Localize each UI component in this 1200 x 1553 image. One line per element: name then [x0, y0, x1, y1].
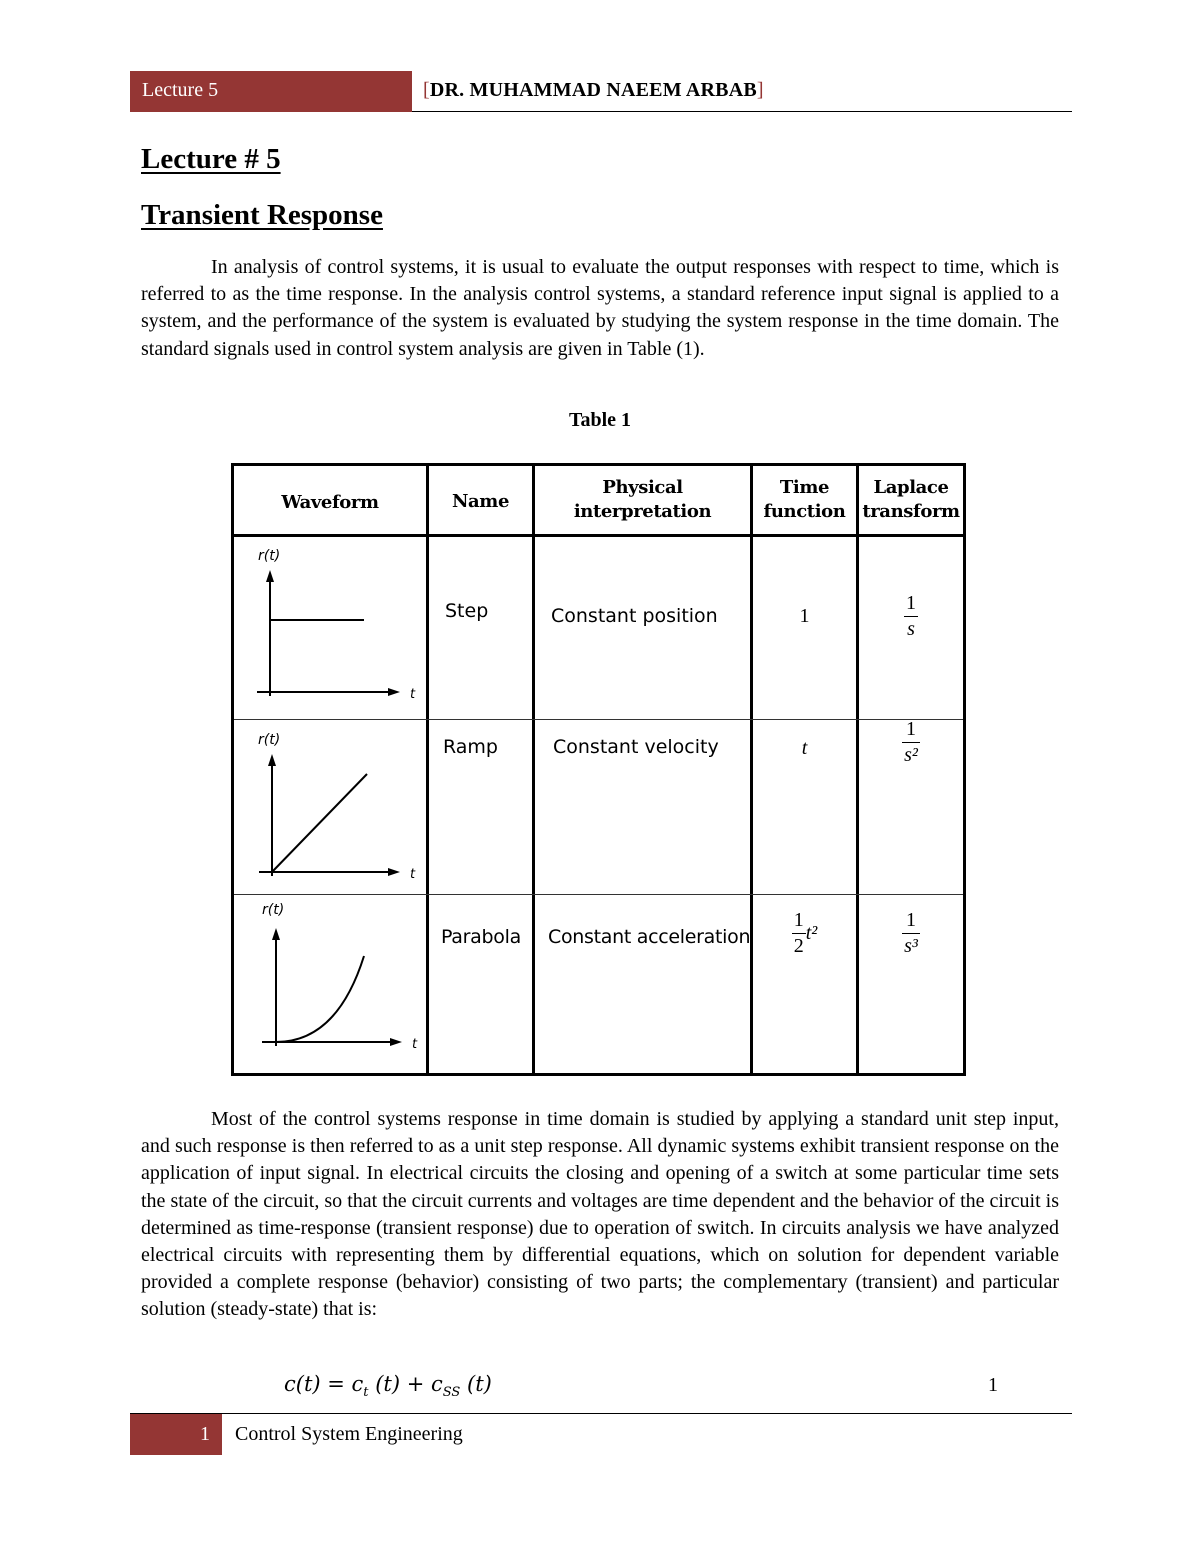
page-number: 1	[200, 1423, 210, 1445]
table-divider	[750, 466, 753, 1073]
x-axis-label: t	[410, 867, 416, 882]
intro-paragraph: In analysis of control systems, it is usual to evaluate the output responses with respect to time, which is referred to as the time response. In the analysis control systems, a standard reference input signal is applied to a system, and the performance of the system is evaluated by studying the system response in the time domain. The standard signals used in control system analysis are given in Table (1).	[141, 256, 1059, 360]
parabola-waveform-graph	[242, 896, 422, 1072]
y-axis-label: r(t)	[258, 732, 281, 748]
ramp-waveform-graph	[242, 724, 422, 890]
col-header-waveform: Waveform	[281, 492, 379, 513]
x-axis-label: t	[410, 687, 416, 702]
section-heading: Transient Response	[141, 199, 383, 231]
header-lecture-text: Lecture 5	[142, 79, 219, 101]
page-title: Lecture # 5	[141, 143, 281, 175]
table-divider	[532, 466, 535, 1073]
step-laplace: $\frac{1}{s}$	[906, 592, 916, 640]
header-rule	[412, 111, 1072, 112]
table-row-rule	[234, 719, 963, 720]
parabola-laplace: $\frac{1}{\text{s³}}$	[904, 909, 918, 957]
header-author: [DR. MUHAMMAD NAEEM ARBAB]	[423, 79, 764, 101]
table-divider	[426, 466, 429, 1073]
author-name: DR. MUHAMMAD NAEEM ARBAB	[429, 79, 757, 101]
table-header-rule	[234, 534, 963, 537]
y-axis-arrow	[272, 928, 280, 940]
ramp-curve	[272, 774, 367, 872]
col-header-physical: Physical interpretation	[573, 477, 712, 522]
x-axis-arrow	[388, 688, 400, 696]
x-axis-label: t	[412, 1037, 418, 1052]
table-caption: Table 1	[568, 409, 632, 431]
step-name: Step	[445, 600, 489, 622]
footer-course: Control System Engineering	[235, 1423, 463, 1445]
x-axis-arrow	[390, 1038, 402, 1046]
response-equation: $c(t) = c_t$ $(t) + c_{SS}$ (t)	[284, 1372, 492, 1401]
col-header-laplace: Laplace transform	[862, 477, 960, 522]
col-header-time: Time function	[763, 477, 846, 522]
table-row-rule	[234, 894, 963, 895]
ramp-laplace: $\frac{1}{\text{s²}}$	[904, 718, 918, 766]
parabola-time-function: $\frac{1}{2}$ t²	[793, 909, 818, 957]
step-waveform-graph	[242, 540, 422, 710]
table-divider	[856, 466, 859, 1073]
step-interpretation: Constant position	[551, 605, 718, 627]
signals-table	[231, 463, 966, 1076]
parabola-name: Parabola	[441, 926, 521, 948]
col-header-name: Name	[451, 491, 509, 512]
ramp-name: Ramp	[443, 736, 498, 758]
footer-rule	[130, 1413, 1072, 1414]
header-lecture-tag	[130, 71, 412, 112]
equation-number: 1	[988, 1374, 998, 1396]
parabola-interpretation: Constant acceleration	[548, 926, 751, 948]
ramp-interpretation: Constant velocity	[553, 736, 719, 758]
x-axis-arrow	[388, 868, 400, 876]
y-axis-label: r(t)	[258, 548, 281, 564]
y-axis-arrow	[268, 754, 276, 766]
footer-page-box	[130, 1414, 222, 1455]
step-time-function: 1	[799, 605, 810, 627]
y-axis-arrow	[266, 570, 274, 582]
ramp-time-function: t	[801, 737, 808, 759]
body-paragraph: Most of the control systems response in time domain is studied by applying a standard unit step input, and such response is then referred to as a unit step response. All dynamic systems exhibit transient response on the application of input signal. In electrical circuits the closing and opening of a switch at some particular time sets the state of the circuit, so that the circuit currents and voltages are time dependent and the behavior of the circuit is determined as time-response (transient response) due to operation of switch. In circuits analysis we have analyzed electrical circuits with representing them by differential equations, which on solution for dependent variable provided a complete response (behavior) consisting of two parts; the complementary (transient) and particular solution (steady-state) that is:	[141, 1108, 1059, 1321]
y-axis-label: r(t)	[262, 902, 285, 918]
parabola-curve	[276, 956, 364, 1042]
